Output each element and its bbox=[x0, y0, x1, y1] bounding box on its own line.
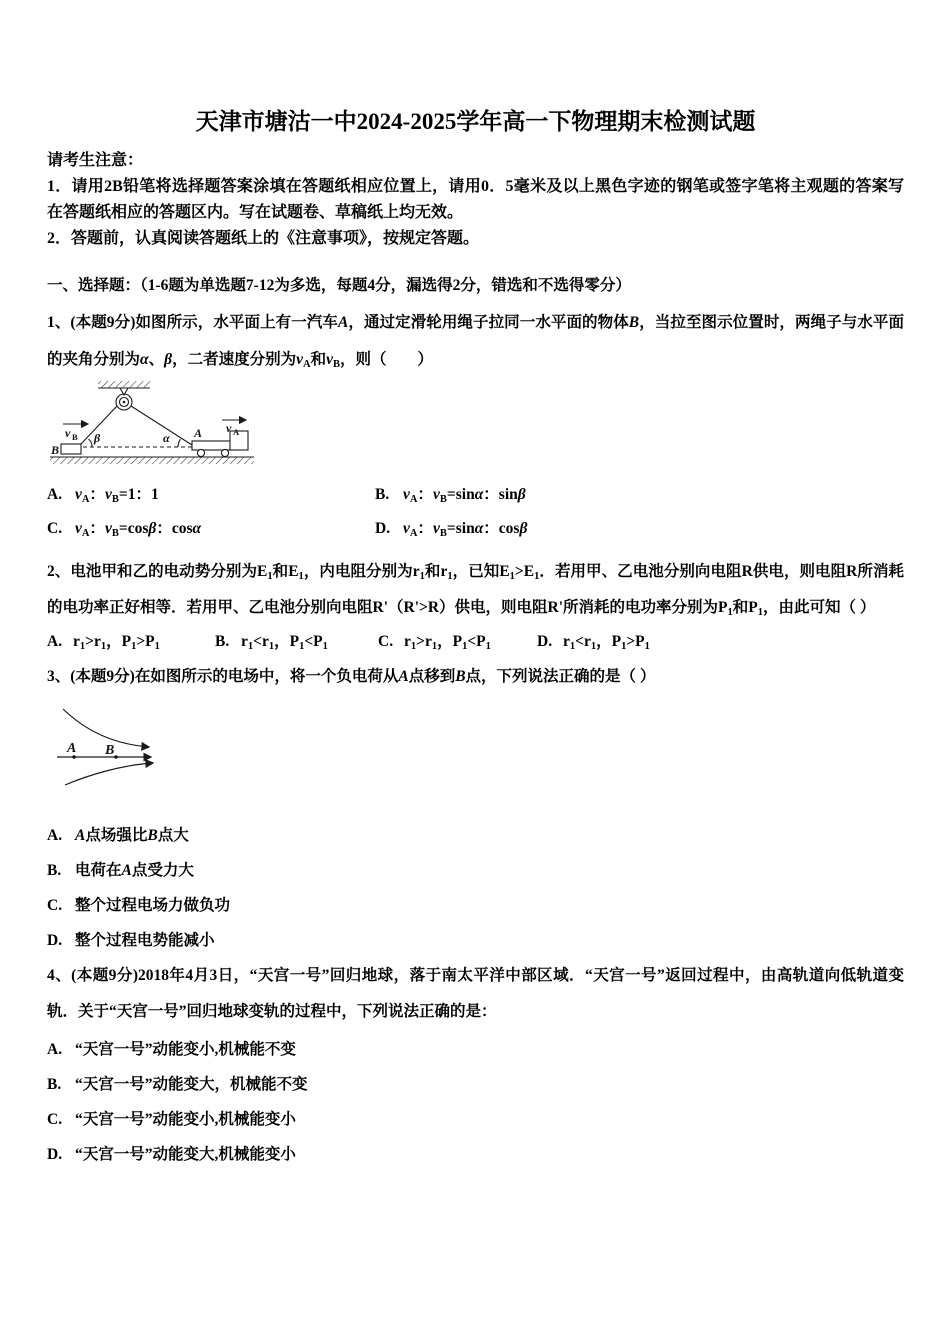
notice-item: 1．请用2B铅笔将选择题答案涂填在答题纸相应位置上，请用0．5毫米及以上黑色字迹的钢笔或签字笔将主观题的答案写在答题纸相应的答题区内。写在试题卷、草稿纸上均无效。 bbox=[47, 178, 904, 221]
notice-heading: 请考生注意： bbox=[47, 152, 144, 169]
option-c bbox=[47, 512, 375, 546]
option-d bbox=[47, 1137, 904, 1172]
point-a-label: A bbox=[67, 741, 77, 756]
point-b-label: B bbox=[105, 743, 115, 758]
option-text: $v_A$：$v_B=\sin\alpha$：cosβ bbox=[403, 520, 528, 539]
options bbox=[47, 1032, 904, 1172]
option-text: $r_1>r_1$，$P_1>P_1$ bbox=[73, 633, 160, 652]
question-text: 电池甲和乙的电动势分别为$E_1$和$E_1$，内电阻分别为$r_1$和$r_1$，已知$E_1>E_1$．若用甲、乙电池分别向电阻R供电，则电阻R所消耗的电功率正好相等．若用甲、乙电池分别向电阻R'（R'>R）供电，则电阻R'所消耗的电功率分别为$P_1$和$P_1$，由此可知（ ） bbox=[47, 563, 905, 618]
question-text: (本题9分)在如图所示的电场中，将一个负电荷从A点移到B点，下列说法正确的是（ ） bbox=[70, 668, 656, 685]
vA-label: v bbox=[226, 421, 232, 435]
vB-label-sub: B bbox=[72, 432, 78, 442]
options bbox=[47, 818, 904, 958]
option-text: A点场强比B点大 bbox=[75, 827, 189, 844]
option-text: “天宫一号”动能变大，机械能不变 bbox=[75, 1076, 308, 1093]
vA-label-sub: A bbox=[233, 427, 240, 437]
question-stem bbox=[47, 304, 904, 378]
question-text: (本题9分)如图所示，水平面上有一汽车A，通过定滑轮用绳子拉同一水平面的物体B，当拉至图示位置时，两绳子与水平面的夹角分别为α、β，二者速度分别为$v_A$和$v_B$，则（ ） bbox=[47, 314, 904, 370]
options bbox=[47, 478, 904, 546]
option-text: “天宫一号”动能变小,机械能不变 bbox=[75, 1041, 296, 1058]
option-a bbox=[47, 629, 215, 655]
option-label: A. bbox=[47, 1041, 63, 1058]
point-b-dot bbox=[114, 755, 117, 758]
option-label: D. bbox=[47, 932, 63, 949]
option-label: C. bbox=[47, 897, 63, 914]
option-d bbox=[375, 512, 904, 546]
option-text: “天宫一号”动能变小,机械能变小 bbox=[75, 1111, 296, 1128]
option-text: $v_A$：$v_B=\cos\beta$：cosα bbox=[75, 520, 202, 539]
option-label: B. bbox=[47, 1076, 62, 1093]
option-text: $v_A$：$v_B=1$：1 bbox=[75, 486, 159, 505]
option-text: $v_A$：$v_B=\sin\alpha$：sinβ bbox=[403, 486, 526, 505]
vB-label: v bbox=[65, 426, 71, 440]
beta-label: β bbox=[94, 431, 101, 445]
car-a-label: A bbox=[194, 426, 203, 440]
option-b bbox=[375, 478, 904, 512]
option-a bbox=[47, 1032, 904, 1067]
rope-right bbox=[131, 406, 192, 445]
option-label: D. bbox=[47, 1146, 63, 1163]
option-label: A. bbox=[47, 827, 63, 844]
option-b bbox=[47, 853, 904, 888]
notice-item: 2．答题前，认真阅读答题纸上的《注意事项》，按规定答题。 bbox=[47, 230, 480, 247]
ceiling-hatch bbox=[98, 381, 150, 388]
question-number: 4、 bbox=[47, 967, 72, 984]
option-text: 整个过程电势能减小 bbox=[75, 932, 215, 949]
option-label: C. bbox=[378, 633, 394, 650]
option-d bbox=[537, 629, 650, 655]
option-a bbox=[47, 818, 904, 853]
alpha-angle-arc bbox=[178, 439, 180, 447]
question-4 bbox=[47, 958, 904, 1172]
section-heading: 一、选择题：（1-6题为单选题7-12为多选，每题4分，漏选得2分，错选和不选得零分） bbox=[47, 277, 631, 294]
option-d bbox=[47, 923, 904, 958]
option-label: C. bbox=[47, 1111, 63, 1128]
question-1 bbox=[47, 304, 904, 546]
field-lines-figure bbox=[41, 701, 176, 796]
option-text: 整个过程电场力做负功 bbox=[75, 897, 231, 914]
pulley-figure bbox=[46, 379, 258, 465]
option-label: B. bbox=[47, 862, 62, 879]
question-number: 2、 bbox=[47, 563, 71, 580]
option-label: D. bbox=[375, 520, 391, 537]
ground-hatch bbox=[50, 457, 254, 464]
question-number: 3、 bbox=[47, 668, 71, 685]
question-2 bbox=[47, 554, 904, 655]
option-c bbox=[378, 629, 537, 655]
question-text: (本题9分)2018年4月3日，“天宫一号”回归地球，落于南太平洋中部区域．“天宫一号”返回过程中，由高轨道向低轨道变轨．关于“天宫一号”回归地球变轨的过程中，下列说法正确的是： bbox=[47, 967, 904, 1020]
pulley-icon bbox=[116, 388, 132, 410]
option-a bbox=[47, 478, 375, 512]
question-3 bbox=[47, 659, 904, 958]
option-text: $r_1<r_1$，$P_1<P_1$ bbox=[241, 633, 328, 652]
option-label: D. bbox=[537, 633, 553, 650]
option-text: $r_1>r_1$，$P_1<P_1$ bbox=[404, 633, 491, 652]
page-title: 天津市塘沽一中2024-2025学年高一下物理期末检测试题 bbox=[195, 109, 756, 134]
question-stem bbox=[47, 659, 904, 695]
option-text: “天宫一号”动能变大,机械能变小 bbox=[75, 1146, 296, 1163]
block-b bbox=[61, 444, 81, 454]
option-text: $r_1<r_1$，$P_1>P_1$ bbox=[563, 633, 650, 652]
block-b-label: B bbox=[51, 443, 60, 457]
option-label: B. bbox=[215, 633, 230, 650]
alpha-label: α bbox=[163, 431, 170, 445]
option-c bbox=[47, 1102, 904, 1137]
question-stem bbox=[47, 554, 904, 626]
field-line-bottom bbox=[65, 763, 153, 785]
option-label: C. bbox=[47, 520, 63, 537]
option-c bbox=[47, 888, 904, 923]
option-label: B. bbox=[375, 486, 390, 503]
question-number: 1、 bbox=[47, 314, 71, 331]
option-text: 电荷在A点受力大 bbox=[75, 862, 194, 879]
beta-angle-arc bbox=[89, 439, 93, 447]
option-b bbox=[215, 629, 378, 655]
option-b bbox=[47, 1067, 904, 1102]
option-label: A. bbox=[47, 633, 63, 650]
options bbox=[47, 629, 904, 655]
option-label: A. bbox=[47, 486, 63, 503]
question-stem bbox=[47, 958, 904, 1030]
